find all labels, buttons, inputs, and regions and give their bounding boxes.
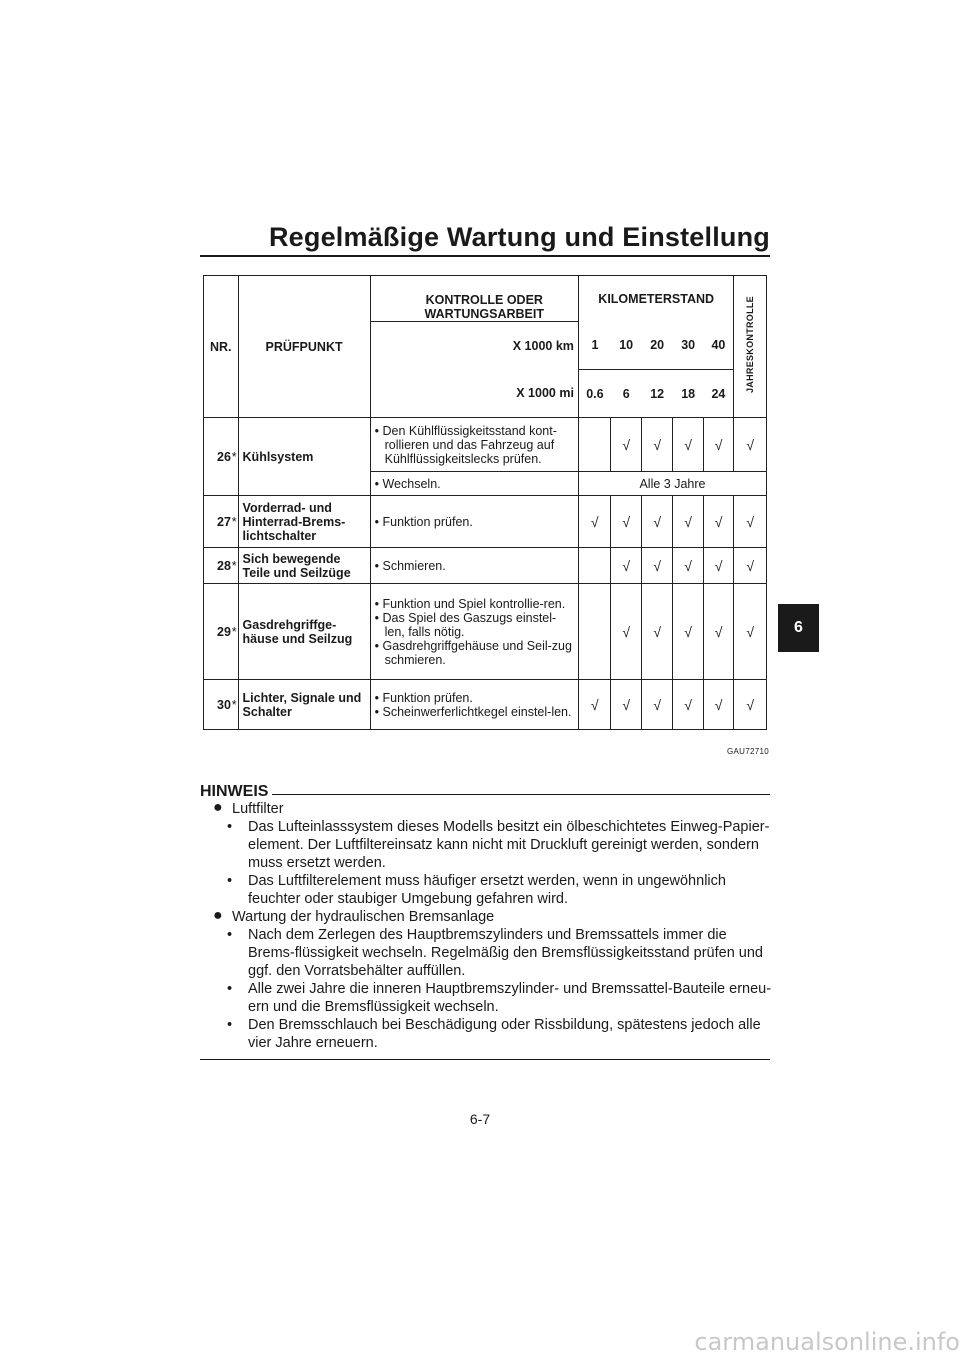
- row-nr: 29: [204, 584, 231, 680]
- check-mark: √: [673, 548, 703, 584]
- page-title: Regelmäßige Wartung und Einstellung: [268, 222, 770, 252]
- row-star: *: [231, 584, 238, 680]
- check-mark: √: [611, 496, 641, 548]
- page-number: 6-7: [469, 1111, 491, 1127]
- row-star: *: [231, 496, 238, 548]
- row-work: • Den Kühlflüssigkeitsstand kont-rollieren und das Fahrzeug auf Kühlflüssigkeitslecks prüfen.: [370, 418, 578, 472]
- note-sub-bullet: • Das Luftfilterelement muss häufiger ersetzt werden, wenn in ungewöhnlich feuchter oder staubiger Umgebung gefahren wird.: [227, 873, 726, 907]
- row-star: *: [231, 418, 238, 496]
- row-nr: 30: [204, 680, 231, 730]
- check-mark: √: [673, 680, 703, 730]
- check-mark: √: [641, 548, 673, 584]
- hinweis-heading: HINWEIS: [200, 783, 269, 800]
- check-mark: √: [611, 680, 641, 730]
- check-mark: √: [641, 496, 673, 548]
- mi-6: 6: [611, 370, 641, 418]
- col-nr: NR.: [204, 276, 239, 418]
- row-item: Sich bewegende Teile und Seilzüge: [238, 548, 370, 584]
- km-10: 10: [619, 338, 634, 353]
- check-mark: √: [703, 680, 734, 730]
- table-row: [204, 418, 767, 472]
- col-km-title: KILOMETERSTAND: [578, 276, 734, 322]
- table-row: [204, 496, 767, 548]
- mi-18: 18: [673, 370, 703, 418]
- row-star: *: [231, 548, 238, 584]
- hinweis-notes: [212, 800, 772, 1052]
- maintenance-schedule-table: [203, 275, 767, 730]
- km-20: 20: [650, 338, 665, 353]
- bullet-dot-icon: ●: [213, 799, 223, 816]
- check-mark: √: [578, 680, 611, 730]
- check-mark: √: [703, 418, 734, 472]
- row-work: • Funktion prüfen. • Scheinwerferlichtkegel einstel-len.: [370, 680, 578, 730]
- check-mark: √: [703, 496, 734, 548]
- row-item: Gasdrehgriffge-häuse und Seilzug: [238, 584, 370, 680]
- interval-span: Alle 3 Jahre: [578, 472, 766, 496]
- check-mark: √: [734, 496, 767, 548]
- check-mark: √: [734, 584, 767, 680]
- hinweis-rule-bottom: [200, 1059, 770, 1060]
- check-mark: √: [611, 548, 641, 584]
- title-rule: [200, 255, 770, 257]
- col-item: PRÜFPUNKT: [238, 276, 370, 418]
- mi-12: 12: [641, 370, 673, 418]
- note-sub-bullet: • Nach dem Zerlegen des Hauptbremszylinders und Bremssattels immer die Brems-flüssigkeit wechseln. Regelmäßig den Bremsflüssigkeitsstand prüfen und ggf. den Vorratsbehälter auffüllen.: [227, 927, 763, 979]
- row-star: *: [231, 680, 238, 730]
- row-work: • Funktion und Spiel kontrollie-ren. • Das Spiel des Gaszugs einstel-len, falls nötig. • Gasdrehgriffgehäuse und Seil-zug schmieren.: [370, 584, 578, 680]
- check-mark: √: [734, 680, 767, 730]
- km-40: 40: [703, 322, 734, 370]
- check-mark: √: [673, 418, 703, 472]
- watermark: carmanualsonline.info: [694, 1328, 960, 1356]
- row-nr: 28: [204, 548, 231, 584]
- note-bullet: ● Luftfilter: [213, 799, 284, 817]
- check-mark: √: [703, 584, 734, 680]
- row-work: • Wechseln.: [370, 472, 578, 496]
- km-30: 30: [681, 338, 696, 353]
- check-mark: √: [703, 548, 734, 584]
- col-work: KONTROLLE ODER WARTUNGSARBEIT: [370, 276, 578, 322]
- row-work: • Schmieren.: [370, 548, 578, 584]
- table-row: [204, 548, 767, 584]
- check-mark: √: [611, 418, 641, 472]
- row-item: Kühlsystem: [238, 418, 370, 496]
- row-item: Lichter, Signale und Schalter: [238, 680, 370, 730]
- row-item: Vorderrad- und Hinterrad-Brems-lichtschalter: [238, 496, 370, 548]
- table-row: [204, 680, 767, 730]
- hinweis-rule-top: [272, 794, 770, 795]
- check-mark: √: [734, 418, 767, 472]
- row-nr: 27: [204, 496, 231, 548]
- check-mark: √: [734, 548, 767, 584]
- km-1: 1: [591, 338, 599, 353]
- check-mark: √: [641, 418, 673, 472]
- row-work: • Funktion prüfen.: [370, 496, 578, 548]
- note-sub-bullet: • Alle zwei Jahre die inneren Hauptbremszylinder- und Bremssattel-Bauteile erneu-ern und die Bremsflüssigkeit wechseln.: [227, 981, 772, 1015]
- table-row: [204, 584, 767, 680]
- check-mark: √: [673, 584, 703, 680]
- check-mark: √: [673, 496, 703, 548]
- note-sub-bullet: • Das Lufteinlasssystem dieses Modells besitzt ein ölbeschichtetes Einweg-Papier-element. Der Luftfiltereinsatz kann nicht mit Druckluft gereinigt werden, sondern muss ersetzt werden.: [227, 819, 770, 871]
- check-mark: √: [611, 584, 641, 680]
- mi-24: 24: [703, 370, 734, 418]
- bullet-dot-icon: ●: [213, 907, 223, 924]
- unit-mi: X 1000 mi: [370, 370, 578, 418]
- document-code: GAU72710: [727, 747, 769, 756]
- unit-km: X 1000 km: [370, 322, 578, 370]
- col-annual: JAHRESKONTROLLE: [734, 276, 767, 418]
- note-bullet: ● Wartung der hydraulischen Bremsanlage: [213, 907, 495, 925]
- mi-0-6: 0.6: [578, 370, 611, 418]
- chapter-tab: 6: [778, 604, 819, 652]
- row-nr: 26: [204, 418, 231, 496]
- check-mark: √: [641, 680, 673, 730]
- check-mark: √: [578, 496, 611, 548]
- check-mark: √: [641, 584, 673, 680]
- note-sub-bullet: • Den Bremsschlauch bei Beschädigung oder Rissbildung, spätestens jedoch alle vier Jahre erneuern.: [227, 1017, 761, 1051]
